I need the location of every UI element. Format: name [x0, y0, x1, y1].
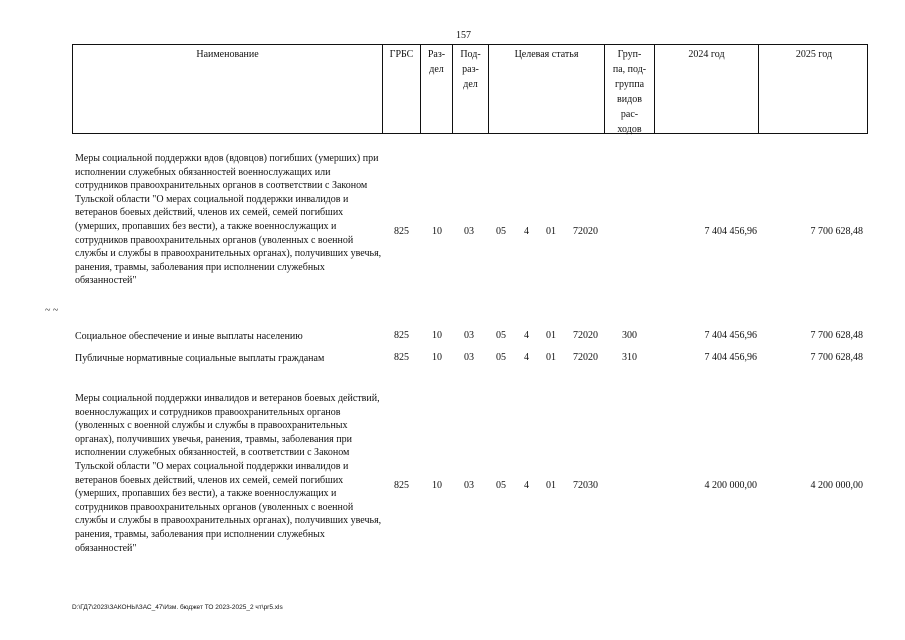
- row-2024: 4 200 000,00: [704, 480, 757, 491]
- row-ts1: 05: [496, 226, 506, 237]
- row-ts4: 72020: [573, 226, 598, 237]
- row-ts3: 01: [546, 352, 556, 363]
- header-name: Наименование: [73, 45, 383, 133]
- row-2024: 7 404 456,96: [704, 352, 757, 363]
- row-ts1: 05: [496, 330, 506, 341]
- row-2024: 7 404 456,96: [704, 330, 757, 341]
- row-razdel: 10: [432, 226, 442, 237]
- row-razdel: 10: [432, 480, 442, 491]
- header-2024: 2024 год: [655, 45, 759, 133]
- row-razdel: 10: [432, 330, 442, 341]
- header-razdel: Раз- дел: [421, 45, 453, 133]
- row-name: Публичные нормативные социальные выплаты гражданам: [75, 353, 325, 364]
- row-name: Меры социальной поддержки инвалидов и ветеранов боевых действий, военнослужащих и сотрудников правоохранительных органов (уволенных с военной службы и службы в правоохранительных органах), получивших увечья, ранения, травмы, заболевания при исполнении служебных обязанностей, в соответствии с Законом Тульской области "О мерах социальной поддержки инвалидов и ветеранов боевых действий, членов их семей, семей погибших (умерших, пропавших без вести), а также военнослужащих и сотрудников правоохранительных органов (уволенных с военной службы и службы в правоохранительных органах), получивших увечья, ранения, травмы, заболевания при исполнении служебных обязанностей": [75, 393, 382, 554]
- row-ts2: 4: [524, 226, 529, 237]
- row-ts3: 01: [546, 330, 556, 341]
- row-ts4: 72030: [573, 480, 598, 491]
- row-podrazdel: 03: [464, 352, 474, 363]
- row-name: Социальное обеспечение и иные выплаты населению: [75, 331, 303, 342]
- row-grbs: 825: [394, 226, 409, 237]
- row-ts2: 4: [524, 352, 529, 363]
- row-ts4: 72020: [573, 330, 598, 341]
- row-ts3: 01: [546, 480, 556, 491]
- row-name: Меры социальной поддержки вдов (вдовцов) погибших (умерших) при исполнении служебных обязанностей военнослужащих или сотрудников правоохранительных органов в соответствии с Законом Тульской области "О мерах социальной поддержки инвалидов и ветеранов боевых действий, членов их семей, семей погибших (умерших, пропавших без вести), а также военнослужащих и сотрудников правоохранительных органов (уволенных с военной службы и службы в правоохранительных органах), получивших увечья, ранения, травмы, заболевания при исполнении служебных обязанностей": [75, 153, 382, 287]
- row-podrazdel: 03: [464, 226, 474, 237]
- row-ts1: 05: [496, 352, 506, 363]
- row-2025: 7 700 628,48: [810, 226, 863, 237]
- row-podrazdel: 03: [464, 480, 474, 491]
- table-header: [72, 44, 868, 134]
- footer-file-path: D:\ГД7\2023\ЗАКОНЫ\ЗАС_47\Изм. бюджет ТО 2023-2025_2 чт\pr5.xls: [72, 604, 283, 611]
- row-ts1: 05: [496, 480, 506, 491]
- row-razdel: 10: [432, 352, 442, 363]
- header-grbs: ГРБС: [383, 45, 421, 133]
- row-ts3: 01: [546, 226, 556, 237]
- row-2025: 7 700 628,48: [810, 352, 863, 363]
- row-2024: 7 404 456,96: [704, 226, 757, 237]
- margin-mark: ~ ~: [45, 305, 59, 316]
- header-gruppa: Груп- па, под- группа видов рас- ходов: [605, 45, 655, 133]
- row-gruppa: 310: [622, 352, 637, 363]
- row-grbs: 825: [394, 480, 409, 491]
- header-podrazdel: Под- раз- дел: [453, 45, 489, 133]
- row-2025: 4 200 000,00: [810, 480, 863, 491]
- row-grbs: 825: [394, 330, 409, 341]
- row-2025: 7 700 628,48: [810, 330, 863, 341]
- row-ts2: 4: [524, 480, 529, 491]
- page-number: 157: [456, 30, 471, 41]
- header-tselevaya: Целевая статья: [489, 45, 605, 133]
- row-gruppa: 300: [622, 330, 637, 341]
- row-ts4: 72020: [573, 352, 598, 363]
- row-ts2: 4: [524, 330, 529, 341]
- row-podrazdel: 03: [464, 330, 474, 341]
- row-grbs: 825: [394, 352, 409, 363]
- header-2025: 2025 год: [795, 49, 833, 60]
